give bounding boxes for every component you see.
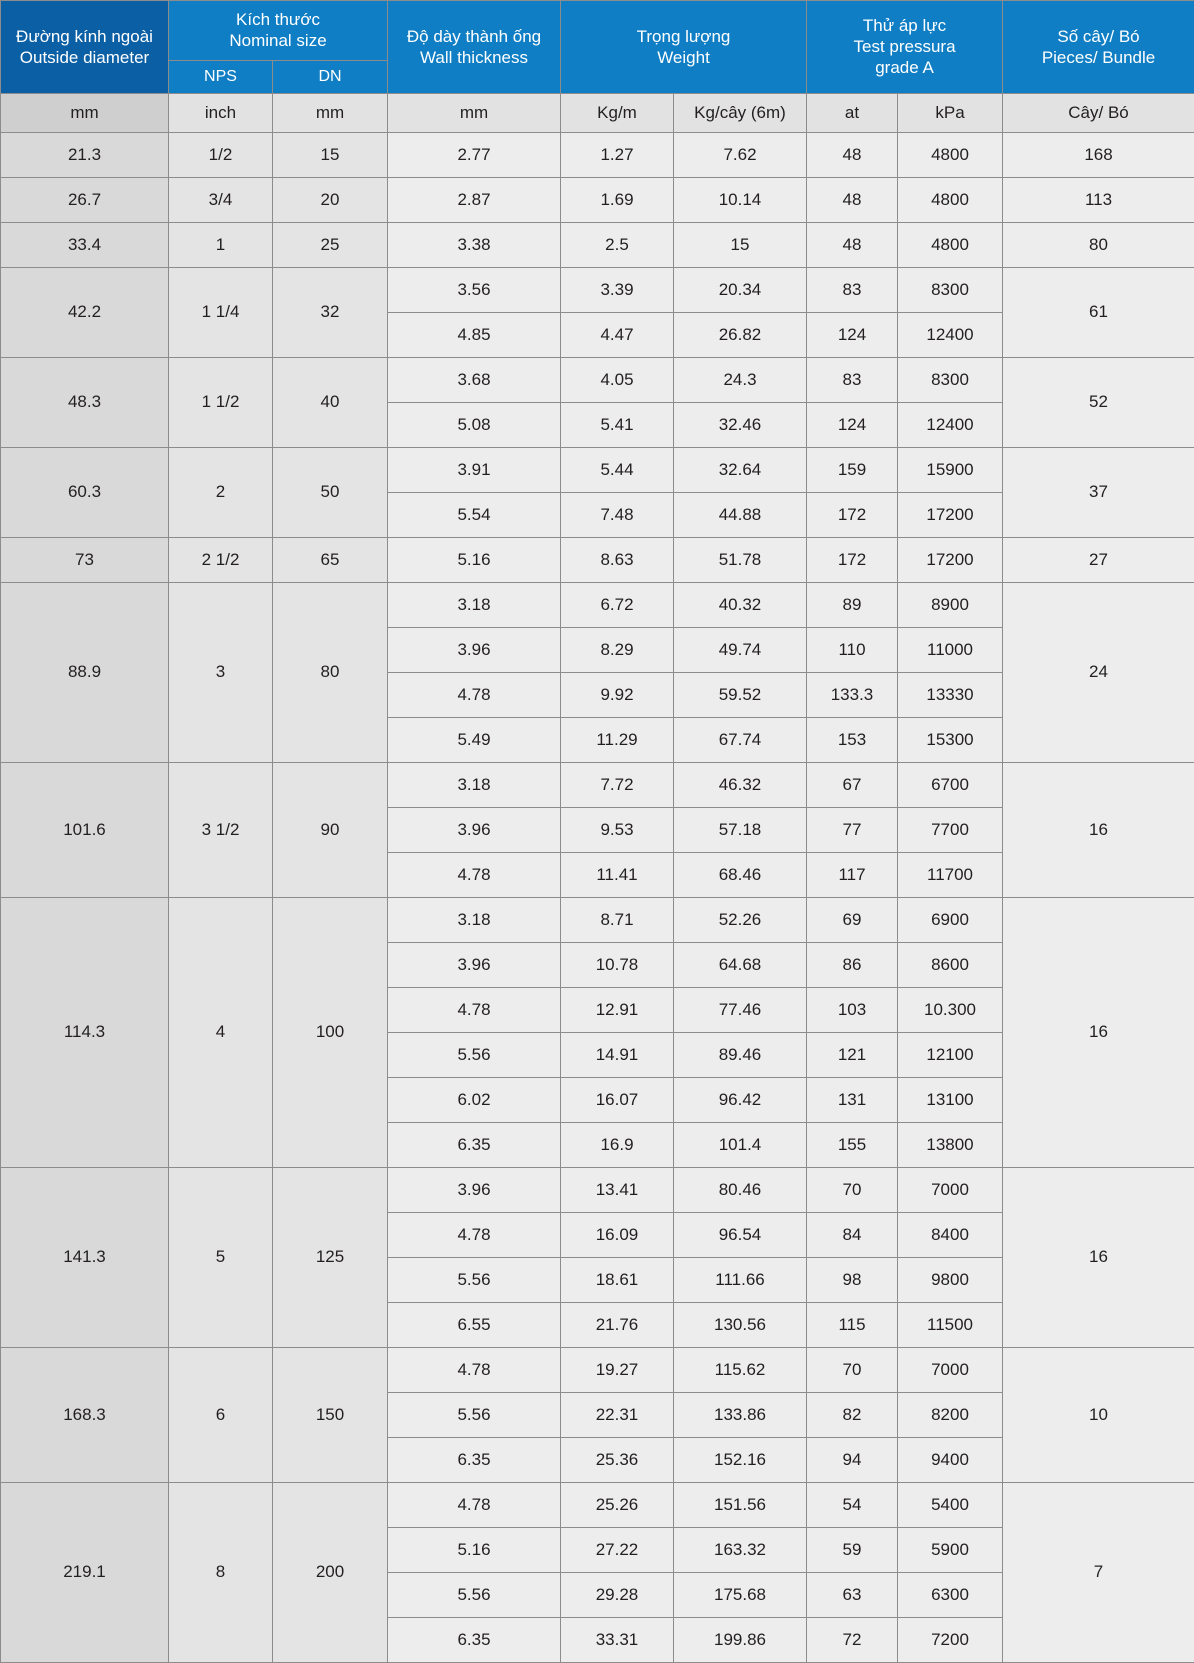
cell-nps: 3 — [169, 582, 273, 762]
cell-wall-thickness: 3.96 — [388, 627, 561, 672]
cell-pieces-bundle: 16 — [1003, 762, 1194, 897]
cell-pressure-at: 103 — [807, 987, 898, 1032]
header-test-pressure-grade: grade A — [811, 57, 998, 78]
cell-pressure-at: 121 — [807, 1032, 898, 1077]
cell-pressure-at: 98 — [807, 1257, 898, 1302]
unit-pieces-bundle: Cây/ Bó — [1003, 93, 1194, 132]
cell-weight-per-m: 14.91 — [561, 1032, 674, 1077]
cell-wall-thickness: 6.55 — [388, 1302, 561, 1347]
cell-weight-per-m: 7.72 — [561, 762, 674, 807]
cell-pressure-kpa: 6700 — [898, 762, 1003, 807]
cell-pressure-at: 69 — [807, 897, 898, 942]
cell-pressure-kpa: 4800 — [898, 222, 1003, 267]
table-row — [1, 897, 1194, 942]
cell-weight-per-m: 16.07 — [561, 1077, 674, 1122]
header-test-pressure-en: Test pressura — [811, 36, 998, 57]
header-test-pressure — [807, 1, 1003, 94]
cell-weight-per-piece: 130.56 — [674, 1302, 807, 1347]
unit-weight-per-piece: Kg/cây (6m) — [674, 93, 807, 132]
cell-pressure-at: 70 — [807, 1347, 898, 1392]
unit-pressure-kpa: kPa — [898, 93, 1003, 132]
cell-pressure-at: 172 — [807, 537, 898, 582]
table-row — [1, 357, 1194, 402]
cell-weight-per-m: 33.31 — [561, 1617, 674, 1662]
cell-pressure-at: 70 — [807, 1167, 898, 1212]
cell-pressure-at: 83 — [807, 357, 898, 402]
cell-outside-diameter: 42.2 — [1, 267, 169, 357]
cell-pieces-bundle: 168 — [1003, 132, 1194, 177]
cell-wall-thickness: 3.96 — [388, 1167, 561, 1212]
cell-nps: 6 — [169, 1347, 273, 1482]
header-nominal-size-vi: Kích thước — [173, 9, 383, 30]
cell-weight-per-m: 9.53 — [561, 807, 674, 852]
cell-weight-per-m: 8.29 — [561, 627, 674, 672]
cell-nps: 1/2 — [169, 132, 273, 177]
cell-pressure-kpa: 8300 — [898, 267, 1003, 312]
unit-pressure-at: at — [807, 93, 898, 132]
cell-pressure-at: 117 — [807, 852, 898, 897]
cell-outside-diameter: 26.7 — [1, 177, 169, 222]
cell-wall-thickness: 4.78 — [388, 672, 561, 717]
cell-pieces-bundle: 16 — [1003, 1167, 1194, 1347]
cell-pressure-kpa: 8400 — [898, 1212, 1003, 1257]
cell-pressure-kpa: 11000 — [898, 627, 1003, 672]
cell-wall-thickness: 4.78 — [388, 987, 561, 1032]
cell-weight-per-piece: 40.32 — [674, 582, 807, 627]
cell-wall-thickness: 4.78 — [388, 852, 561, 897]
cell-outside-diameter: 73 — [1, 537, 169, 582]
cell-pressure-at: 54 — [807, 1482, 898, 1527]
cell-pressure-at: 48 — [807, 222, 898, 267]
cell-weight-per-m: 1.27 — [561, 132, 674, 177]
cell-outside-diameter: 60.3 — [1, 447, 169, 537]
cell-pressure-kpa: 15300 — [898, 717, 1003, 762]
cell-wall-thickness: 5.54 — [388, 492, 561, 537]
cell-wall-thickness: 5.49 — [388, 717, 561, 762]
cell-pieces-bundle: 80 — [1003, 222, 1194, 267]
cell-weight-per-m: 8.71 — [561, 897, 674, 942]
cell-wall-thickness: 5.16 — [388, 537, 561, 582]
cell-pressure-at: 77 — [807, 807, 898, 852]
cell-pressure-at: 59 — [807, 1527, 898, 1572]
cell-outside-diameter: 33.4 — [1, 222, 169, 267]
cell-pressure-at: 131 — [807, 1077, 898, 1122]
unit-weight-per-m: Kg/m — [561, 93, 674, 132]
cell-weight-per-piece: 133.86 — [674, 1392, 807, 1437]
cell-pieces-bundle: 27 — [1003, 537, 1194, 582]
cell-weight-per-piece: 77.46 — [674, 987, 807, 1032]
cell-weight-per-piece: 44.88 — [674, 492, 807, 537]
table-row — [1, 447, 1194, 492]
cell-wall-thickness: 6.35 — [388, 1437, 561, 1482]
cell-pressure-at: 84 — [807, 1212, 898, 1257]
cell-dn: 80 — [273, 582, 388, 762]
cell-dn: 32 — [273, 267, 388, 357]
cell-nps: 2 — [169, 447, 273, 537]
cell-pressure-at: 83 — [807, 267, 898, 312]
cell-pressure-at: 48 — [807, 177, 898, 222]
cell-nps: 2 1/2 — [169, 537, 273, 582]
cell-pieces-bundle: 61 — [1003, 267, 1194, 357]
cell-outside-diameter: 114.3 — [1, 897, 169, 1167]
cell-weight-per-piece: 89.46 — [674, 1032, 807, 1077]
cell-wall-thickness: 3.38 — [388, 222, 561, 267]
cell-weight-per-m: 18.61 — [561, 1257, 674, 1302]
table-header — [1, 1, 1194, 133]
cell-wall-thickness: 5.56 — [388, 1257, 561, 1302]
cell-weight-per-m: 8.63 — [561, 537, 674, 582]
cell-pressure-kpa: 15900 — [898, 447, 1003, 492]
cell-pressure-at: 67 — [807, 762, 898, 807]
header-dn: DN — [273, 60, 388, 93]
cell-weight-per-piece: 152.16 — [674, 1437, 807, 1482]
cell-weight-per-piece: 151.56 — [674, 1482, 807, 1527]
cell-pressure-kpa: 7000 — [898, 1347, 1003, 1392]
cell-weight-per-piece: 7.62 — [674, 132, 807, 177]
cell-pressure-at: 110 — [807, 627, 898, 672]
cell-wall-thickness: 3.96 — [388, 942, 561, 987]
cell-pressure-kpa: 12400 — [898, 402, 1003, 447]
cell-weight-per-piece: 199.86 — [674, 1617, 807, 1662]
cell-weight-per-m: 4.05 — [561, 357, 674, 402]
cell-weight-per-piece: 49.74 — [674, 627, 807, 672]
cell-pressure-kpa: 9800 — [898, 1257, 1003, 1302]
cell-pressure-kpa: 7700 — [898, 807, 1003, 852]
cell-pieces-bundle: 24 — [1003, 582, 1194, 762]
header-nominal-size-en: Nominal size — [173, 30, 383, 51]
cell-weight-per-piece: 32.46 — [674, 402, 807, 447]
cell-pieces-bundle: 37 — [1003, 447, 1194, 537]
cell-pressure-kpa: 12100 — [898, 1032, 1003, 1077]
cell-dn: 65 — [273, 537, 388, 582]
cell-weight-per-piece: 26.82 — [674, 312, 807, 357]
cell-pieces-bundle: 16 — [1003, 897, 1194, 1167]
header-weight-vi: Trọng lượng — [565, 26, 802, 47]
cell-weight-per-piece: 96.42 — [674, 1077, 807, 1122]
cell-pressure-at: 82 — [807, 1392, 898, 1437]
cell-weight-per-m: 3.39 — [561, 267, 674, 312]
cell-wall-thickness: 3.18 — [388, 897, 561, 942]
cell-wall-thickness: 5.56 — [388, 1032, 561, 1077]
header-wall-thickness — [388, 1, 561, 94]
table-row — [1, 762, 1194, 807]
cell-pressure-at: 124 — [807, 402, 898, 447]
cell-wall-thickness: 4.85 — [388, 312, 561, 357]
header-test-pressure-vi: Thử áp lực — [811, 15, 998, 36]
cell-weight-per-piece: 80.46 — [674, 1167, 807, 1212]
header-row-units — [1, 93, 1194, 132]
cell-pressure-kpa: 8900 — [898, 582, 1003, 627]
cell-weight-per-m: 22.31 — [561, 1392, 674, 1437]
cell-weight-per-piece: 64.68 — [674, 942, 807, 987]
table-row — [1, 537, 1194, 582]
cell-weight-per-m: 2.5 — [561, 222, 674, 267]
cell-weight-per-m: 12.91 — [561, 987, 674, 1032]
cell-nps: 1 1/2 — [169, 357, 273, 447]
cell-dn: 200 — [273, 1482, 388, 1662]
cell-weight-per-piece: 175.68 — [674, 1572, 807, 1617]
cell-weight-per-m: 29.28 — [561, 1572, 674, 1617]
cell-pressure-at: 63 — [807, 1572, 898, 1617]
cell-weight-per-m: 27.22 — [561, 1527, 674, 1572]
cell-pressure-kpa: 5400 — [898, 1482, 1003, 1527]
cell-pressure-kpa: 17200 — [898, 537, 1003, 582]
cell-wall-thickness: 5.56 — [388, 1392, 561, 1437]
cell-wall-thickness: 3.96 — [388, 807, 561, 852]
cell-weight-per-piece: 10.14 — [674, 177, 807, 222]
cell-wall-thickness: 3.18 — [388, 762, 561, 807]
cell-wall-thickness: 2.77 — [388, 132, 561, 177]
cell-pressure-at: 48 — [807, 132, 898, 177]
table-row — [1, 132, 1194, 177]
cell-outside-diameter: 101.6 — [1, 762, 169, 897]
cell-outside-diameter: 141.3 — [1, 1167, 169, 1347]
cell-weight-per-m: 5.44 — [561, 447, 674, 492]
header-pieces-bundle-vi: Số cây/ Bó — [1007, 26, 1190, 47]
cell-weight-per-piece: 51.78 — [674, 537, 807, 582]
cell-pressure-at: 89 — [807, 582, 898, 627]
header-weight-en: Weight — [565, 47, 802, 68]
cell-wall-thickness: 4.78 — [388, 1212, 561, 1257]
cell-weight-per-m: 5.41 — [561, 402, 674, 447]
cell-pressure-at: 172 — [807, 492, 898, 537]
cell-wall-thickness: 6.02 — [388, 1077, 561, 1122]
cell-pressure-kpa: 7000 — [898, 1167, 1003, 1212]
cell-pressure-at: 159 — [807, 447, 898, 492]
table-row — [1, 1482, 1194, 1527]
cell-weight-per-piece: 15 — [674, 222, 807, 267]
cell-dn: 150 — [273, 1347, 388, 1482]
cell-weight-per-m: 10.78 — [561, 942, 674, 987]
cell-pressure-at: 72 — [807, 1617, 898, 1662]
cell-wall-thickness: 6.35 — [388, 1617, 561, 1662]
cell-weight-per-m: 25.26 — [561, 1482, 674, 1527]
cell-weight-per-piece: 24.3 — [674, 357, 807, 402]
cell-wall-thickness: 6.35 — [388, 1122, 561, 1167]
cell-nps: 1 — [169, 222, 273, 267]
header-pieces-bundle-en: Pieces/ Bundle — [1007, 47, 1190, 68]
cell-pieces-bundle: 52 — [1003, 357, 1194, 447]
cell-dn: 20 — [273, 177, 388, 222]
table-row — [1, 1347, 1194, 1392]
cell-pressure-kpa: 9400 — [898, 1437, 1003, 1482]
cell-pressure-at: 124 — [807, 312, 898, 357]
cell-pressure-kpa: 10.300 — [898, 987, 1003, 1032]
header-pieces-bundle — [1003, 1, 1194, 94]
cell-pressure-at: 153 — [807, 717, 898, 762]
unit-dn: mm — [273, 93, 388, 132]
cell-wall-thickness: 3.91 — [388, 447, 561, 492]
cell-pressure-at: 115 — [807, 1302, 898, 1347]
cell-weight-per-m: 9.92 — [561, 672, 674, 717]
cell-dn: 25 — [273, 222, 388, 267]
cell-pressure-kpa: 6900 — [898, 897, 1003, 942]
cell-wall-thickness: 4.78 — [388, 1347, 561, 1392]
cell-pressure-kpa: 6300 — [898, 1572, 1003, 1617]
cell-pressure-at: 86 — [807, 942, 898, 987]
cell-pressure-kpa: 13800 — [898, 1122, 1003, 1167]
cell-weight-per-piece: 67.74 — [674, 717, 807, 762]
cell-pressure-at: 133.3 — [807, 672, 898, 717]
cell-pressure-kpa: 5900 — [898, 1527, 1003, 1572]
cell-weight-per-piece: 32.64 — [674, 447, 807, 492]
unit-nps: inch — [169, 93, 273, 132]
cell-pressure-kpa: 13100 — [898, 1077, 1003, 1122]
cell-pieces-bundle: 10 — [1003, 1347, 1194, 1482]
cell-weight-per-m: 11.29 — [561, 717, 674, 762]
cell-outside-diameter: 219.1 — [1, 1482, 169, 1662]
cell-pressure-kpa: 4800 — [898, 132, 1003, 177]
cell-pressure-at: 155 — [807, 1122, 898, 1167]
cell-dn: 100 — [273, 897, 388, 1167]
header-outside-diameter-vi: Đường kính ngoài — [5, 26, 164, 47]
cell-weight-per-m: 7.48 — [561, 492, 674, 537]
cell-weight-per-m: 19.27 — [561, 1347, 674, 1392]
cell-pressure-kpa: 8600 — [898, 942, 1003, 987]
cell-pressure-kpa: 8300 — [898, 357, 1003, 402]
header-row-main — [1, 1, 1194, 61]
cell-outside-diameter: 48.3 — [1, 357, 169, 447]
table-row — [1, 222, 1194, 267]
cell-pressure-kpa: 4800 — [898, 177, 1003, 222]
cell-weight-per-m: 1.69 — [561, 177, 674, 222]
header-outside-diameter-en: Outside diameter — [5, 47, 164, 68]
cell-wall-thickness: 2.87 — [388, 177, 561, 222]
cell-pieces-bundle: 113 — [1003, 177, 1194, 222]
cell-pressure-kpa: 11700 — [898, 852, 1003, 897]
cell-weight-per-piece: 46.32 — [674, 762, 807, 807]
cell-wall-thickness: 5.56 — [388, 1572, 561, 1617]
cell-weight-per-m: 13.41 — [561, 1167, 674, 1212]
cell-dn: 90 — [273, 762, 388, 897]
cell-weight-per-m: 16.9 — [561, 1122, 674, 1167]
cell-weight-per-m: 6.72 — [561, 582, 674, 627]
cell-weight-per-m: 4.47 — [561, 312, 674, 357]
table-row — [1, 582, 1194, 627]
cell-weight-per-m: 25.36 — [561, 1437, 674, 1482]
cell-weight-per-piece: 68.46 — [674, 852, 807, 897]
cell-weight-per-piece: 20.34 — [674, 267, 807, 312]
header-nominal-size — [169, 1, 388, 61]
cell-dn: 40 — [273, 357, 388, 447]
cell-weight-per-piece: 59.52 — [674, 672, 807, 717]
cell-wall-thickness: 5.08 — [388, 402, 561, 447]
cell-dn: 125 — [273, 1167, 388, 1347]
header-outside-diameter — [1, 1, 169, 94]
cell-dn: 50 — [273, 447, 388, 537]
unit-wall-thickness: mm — [388, 93, 561, 132]
cell-outside-diameter: 88.9 — [1, 582, 169, 762]
header-nps: NPS — [169, 60, 273, 93]
cell-outside-diameter: 21.3 — [1, 132, 169, 177]
cell-pressure-kpa: 13330 — [898, 672, 1003, 717]
cell-pressure-kpa: 12400 — [898, 312, 1003, 357]
cell-nps: 3/4 — [169, 177, 273, 222]
cell-weight-per-piece: 101.4 — [674, 1122, 807, 1167]
table-body — [1, 132, 1194, 1662]
cell-wall-thickness: 3.56 — [388, 267, 561, 312]
cell-pressure-kpa: 8200 — [898, 1392, 1003, 1437]
cell-nps: 1 1/4 — [169, 267, 273, 357]
header-weight — [561, 1, 807, 94]
cell-wall-thickness: 3.18 — [388, 582, 561, 627]
cell-nps: 4 — [169, 897, 273, 1167]
cell-outside-diameter: 168.3 — [1, 1347, 169, 1482]
cell-weight-per-piece: 163.32 — [674, 1527, 807, 1572]
cell-pressure-at: 94 — [807, 1437, 898, 1482]
table-row — [1, 1167, 1194, 1212]
cell-pieces-bundle: 7 — [1003, 1482, 1194, 1662]
cell-weight-per-piece: 57.18 — [674, 807, 807, 852]
cell-weight-per-piece: 115.62 — [674, 1347, 807, 1392]
cell-weight-per-piece: 96.54 — [674, 1212, 807, 1257]
cell-weight-per-piece: 52.26 — [674, 897, 807, 942]
cell-wall-thickness: 5.16 — [388, 1527, 561, 1572]
cell-pressure-kpa: 11500 — [898, 1302, 1003, 1347]
unit-outside-diameter: mm — [1, 93, 169, 132]
header-wall-thickness-vi: Độ dày thành ống — [392, 26, 556, 47]
cell-nps: 8 — [169, 1482, 273, 1662]
cell-wall-thickness: 3.68 — [388, 357, 561, 402]
cell-pressure-kpa: 17200 — [898, 492, 1003, 537]
table-row — [1, 267, 1194, 312]
cell-weight-per-m: 16.09 — [561, 1212, 674, 1257]
cell-nps: 3 1/2 — [169, 762, 273, 897]
table-row — [1, 177, 1194, 222]
cell-pressure-kpa: 7200 — [898, 1617, 1003, 1662]
cell-weight-per-piece: 111.66 — [674, 1257, 807, 1302]
header-wall-thickness-en: Wall thickness — [392, 47, 556, 68]
cell-weight-per-m: 11.41 — [561, 852, 674, 897]
cell-nps: 5 — [169, 1167, 273, 1347]
cell-wall-thickness: 4.78 — [388, 1482, 561, 1527]
cell-dn: 15 — [273, 132, 388, 177]
cell-weight-per-m: 21.76 — [561, 1302, 674, 1347]
